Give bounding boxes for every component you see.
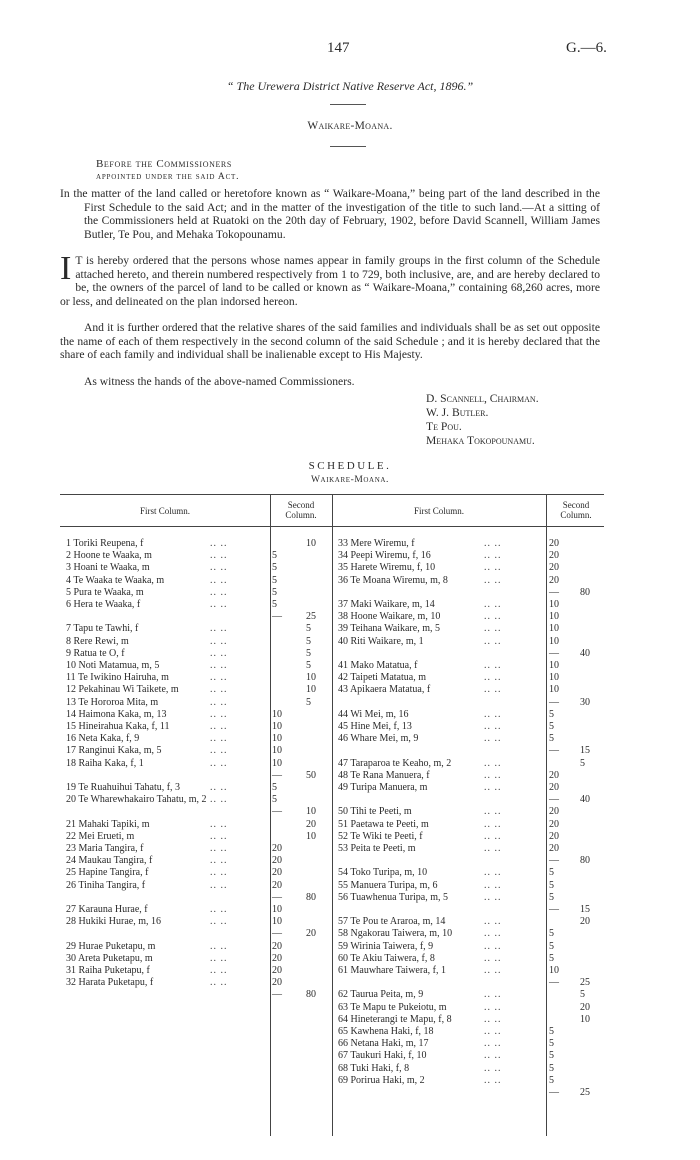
individual-share: —	[549, 977, 559, 989]
leader-dots: .. ..	[210, 916, 228, 928]
individual-share: 20	[549, 574, 559, 586]
group-share: 10	[306, 684, 316, 696]
schedule-entry-name: 30 Areta Puketapu, m	[66, 952, 153, 964]
group-share: 5	[306, 635, 311, 647]
leader-dots: .. ..	[484, 599, 502, 610]
schedule-entry-name: 28 Hukiki Hurae, m, 16	[66, 916, 161, 928]
individual-share: —	[272, 611, 282, 623]
schedule-entry-name: 62 Taurua Peita, m, 9	[338, 989, 424, 1001]
leader-dots: .. ..	[484, 1050, 502, 1062]
group-share: 80	[306, 989, 316, 1001]
schedule-entry-name: 48 Te Rana Manuera, f	[338, 769, 430, 781]
individual-share: —	[549, 1087, 559, 1098]
witness-line: As witness the hands of the above-named Commissioners.	[84, 375, 355, 388]
leader-dots: .. ..	[210, 843, 228, 854]
schedule-entry-name: 60 Te Akiu Taiwera, f, 8	[338, 952, 435, 964]
schedule-entry-name: 27 Karauna Hurae, f	[66, 904, 148, 915]
schedule-entry-name: 21 Mahaki Tapiki, m	[66, 818, 150, 830]
individual-share: 20	[272, 879, 282, 891]
leader-dots: .. ..	[484, 1074, 502, 1086]
schedule-entry-name: 33 Mere Wiremu, f	[338, 538, 415, 549]
leader-dots: .. ..	[484, 672, 502, 684]
individual-share: 20	[549, 830, 559, 842]
schedule-entry-name: 57 Te Pou te Araroa, m, 14	[338, 916, 446, 928]
schedule-entry-name: 66 Netana Haki, m, 17	[338, 1038, 429, 1050]
schedule-entry-name: 32 Harata Puketapu, f	[66, 977, 154, 989]
leader-dots: .. ..	[210, 647, 228, 659]
column-divider	[270, 494, 271, 1136]
schedule-entry-name: 47 Taraparoa te Keaho, m, 2	[338, 757, 452, 769]
leader-dots: .. ..	[484, 989, 502, 1001]
group-share: 40	[580, 647, 590, 659]
schedule-entry-name: 44 Wi Mei, m, 16	[338, 708, 409, 720]
individual-share: 10	[272, 745, 282, 757]
group-share: 15	[580, 745, 590, 757]
individual-share: 10	[549, 672, 559, 684]
schedule-entry-name: 56 Tuawhenua Turipa, m, 5	[338, 891, 449, 903]
individual-share: 10	[272, 916, 282, 928]
schedule-entry-name: 9 Ratua te O, f	[66, 647, 125, 659]
group-share: 80	[580, 586, 590, 598]
schedule-entry-name: 51 Paetawa te Peeti, m	[338, 818, 429, 830]
schedule-entry-name: 42 Taipeti Matatua, m	[338, 672, 426, 684]
individual-share: 5	[272, 550, 277, 562]
drop-cap: I	[60, 250, 72, 287]
individual-share: 10	[549, 599, 559, 610]
individual-share: 20	[549, 782, 559, 793]
individual-share: 10	[272, 757, 282, 769]
individual-share: 20	[272, 855, 282, 867]
individual-share: 20	[272, 867, 282, 879]
group-share: 40	[580, 794, 590, 806]
schedule-entry-name: 65 Kawhena Haki, f, 18	[338, 1026, 434, 1037]
individual-share: 5	[549, 708, 554, 720]
column-divider	[332, 494, 333, 1136]
schedule-entry-name: 50 Tihi te Peeti, m	[338, 806, 412, 818]
leader-dots: .. ..	[210, 867, 228, 879]
leader-dots: .. ..	[210, 977, 228, 989]
individual-share: 5	[549, 1038, 554, 1050]
appointed-line: appointed under the said Act.	[96, 172, 240, 182]
schedule-entry-name: 20 Te Wharewhakairo Tahatu, m, 2	[66, 794, 207, 806]
schedule-entry-name: 38 Hoone Waikare, m, 10	[338, 611, 441, 623]
leader-dots: .. ..	[210, 830, 228, 842]
group-share: 10	[580, 1013, 590, 1025]
schedule-entry-name: 19 Te Ruahuihui Tahatu, f, 3	[66, 782, 181, 793]
schedule-entry-name: 22 Mei Erueti, m	[66, 830, 135, 842]
individual-share: 10	[272, 733, 282, 745]
act-title: “ The Urewera District Native Reserve Act, 1896.”	[226, 79, 474, 93]
group-share: 80	[580, 855, 590, 867]
group-share: 5	[306, 623, 311, 635]
leader-dots: .. ..	[210, 660, 228, 671]
individual-share: —	[549, 794, 559, 806]
individual-share: —	[272, 891, 282, 903]
schedule-entry-name: 1 Toriki Reupena, f	[66, 538, 144, 549]
group-share: 10	[306, 672, 316, 684]
individual-share: 5	[549, 879, 554, 891]
individual-share: 10	[549, 623, 559, 635]
signature-chairman: D. Scannell, Chairman.	[426, 392, 539, 405]
schedule-subtitle: Waikare-Moana.	[310, 475, 389, 485]
schedule-entry-name: 8 Rere Rewi, m	[66, 635, 129, 647]
leader-dots: .. ..	[210, 818, 228, 830]
individual-share: 10	[272, 708, 282, 720]
individual-share: 5	[272, 586, 277, 598]
leader-dots: .. ..	[210, 635, 228, 647]
schedule-title: SCHEDULE.	[308, 460, 392, 472]
divider	[330, 104, 366, 105]
individual-share: 10	[549, 635, 559, 647]
individual-share: —	[549, 647, 559, 659]
leader-dots: .. ..	[484, 952, 502, 964]
group-share: 25	[580, 1087, 590, 1098]
schedule-entry-name: 59 Wirinia Taiwera, f, 9	[338, 940, 434, 952]
leader-dots: .. ..	[484, 940, 502, 952]
schedule-entry-name: 67 Taukuri Haki, f, 10	[338, 1050, 427, 1062]
individual-share: 20	[549, 818, 559, 830]
schedule-entry-name: 26 Tiniha Tangira, f	[66, 879, 146, 891]
leader-dots: .. ..	[210, 586, 228, 598]
individual-share: 10	[549, 660, 559, 671]
divider	[330, 146, 366, 147]
leader-dots: .. ..	[210, 696, 228, 708]
leader-dots: .. ..	[484, 660, 502, 671]
group-share: 25	[580, 977, 590, 989]
schedule-entry-name: 39 Teihana Waikare, m, 5	[338, 623, 440, 635]
leader-dots: .. ..	[210, 757, 228, 769]
leader-dots: .. ..	[210, 855, 228, 867]
schedule-entry-name: 23 Maria Tangira, f	[66, 843, 144, 854]
leader-dots: .. ..	[210, 708, 228, 720]
individual-share: —	[549, 904, 559, 915]
individual-share: —	[272, 928, 282, 940]
group-share: 15	[580, 904, 590, 915]
leader-dots: .. ..	[210, 782, 228, 793]
schedule-entry-name: 40 Riti Waikare, m, 1	[338, 635, 424, 647]
individual-share: 5	[272, 599, 277, 610]
group-share: 10	[306, 538, 316, 549]
schedule-entry-name: 37 Maki Waikare, m, 14	[338, 599, 435, 610]
individual-share: 20	[272, 977, 282, 989]
leader-dots: .. ..	[210, 562, 228, 574]
group-share: 25	[306, 611, 316, 623]
leader-dots: .. ..	[484, 879, 502, 891]
leader-dots: .. ..	[210, 684, 228, 696]
recital-paragraph: In the matter of the land called or heretofore known as “ Waikare-Moana,” being part of the land described in the First Schedule to the said Act; and in the matter of the investigation of the title to such land.—At a sitting of the Commissioners held at Ruatoki on the 20th day of February, 1902, before David Scannell, William James Butler, Te Pou, and Mehaka Tokopounamu.	[60, 187, 600, 241]
leader-dots: .. ..	[210, 599, 228, 610]
schedule-entry-name: 45 Hine Mei, f, 13	[338, 721, 412, 732]
individual-share: 5	[549, 867, 554, 879]
individual-share: 10	[272, 904, 282, 915]
individual-share: 20	[549, 562, 559, 574]
schedule-entry-name: 15 Hineirahua Kaka, f, 11	[66, 721, 170, 732]
individual-share: 5	[549, 1026, 554, 1037]
leader-dots: .. ..	[484, 574, 502, 586]
individual-share: 5	[272, 574, 277, 586]
leader-dots: .. ..	[484, 538, 502, 549]
leader-dots: .. ..	[484, 1038, 502, 1050]
schedule-entry-name: 12 Pekahinau Wi Taikete, m	[66, 684, 179, 696]
schedule-entry-name: 6 Hera te Waaka, f	[66, 599, 141, 610]
individual-share: 20	[272, 965, 282, 976]
individual-share: 20	[272, 843, 282, 854]
group-share: 5	[580, 989, 585, 1001]
group-share: 30	[580, 696, 590, 708]
leader-dots: .. ..	[484, 623, 502, 635]
schedule-table	[60, 494, 604, 1136]
individual-share: 5	[549, 891, 554, 903]
schedule-entry-name: 35 Harete Wiremu, f, 10	[338, 562, 436, 574]
schedule-entry-name: 16 Neta Kaka, f, 9	[66, 733, 140, 745]
schedule-entry-name: 63 Te Mapu te Pukeiotu, m	[338, 1001, 447, 1013]
leader-dots: .. ..	[210, 794, 228, 806]
individual-share: —	[272, 989, 282, 1001]
schedule-entry-name: 43 Apikaera Matatua, f	[338, 684, 431, 696]
individual-share: 5	[549, 940, 554, 952]
leader-dots: .. ..	[210, 940, 228, 952]
individual-share: 5	[549, 721, 554, 732]
individual-share: 20	[549, 843, 559, 854]
leader-dots: .. ..	[484, 757, 502, 769]
leader-dots: .. ..	[210, 965, 228, 976]
before-commissioners: Before the Commissioners	[96, 158, 232, 170]
document-reference: G.—6.	[566, 40, 607, 56]
schedule-entry-name: 24 Maukau Tangira, f	[66, 855, 153, 867]
first-column-header: First Column.	[413, 506, 464, 516]
leader-dots: .. ..	[210, 745, 228, 757]
individual-share: 5	[549, 1062, 554, 1074]
leader-dots: .. ..	[484, 708, 502, 720]
individual-share: 20	[272, 940, 282, 952]
leader-dots: .. ..	[484, 1013, 502, 1025]
individual-share: 5	[272, 562, 277, 574]
leader-dots: .. ..	[484, 782, 502, 793]
schedule-entry-name: 41 Mako Matatua, f	[338, 660, 418, 671]
leader-dots: .. ..	[210, 879, 228, 891]
schedule-entry-name: 58 Ngakorau Taiwera, m, 10	[338, 928, 453, 940]
group-share: 5	[306, 647, 311, 659]
page-number: 147	[327, 40, 350, 56]
group-share: 10	[306, 830, 316, 842]
leader-dots: .. ..	[484, 867, 502, 879]
individual-share: 5	[272, 782, 277, 793]
leader-dots: .. ..	[210, 904, 228, 915]
second-column-header: Second Column.	[560, 500, 592, 520]
individual-share: —	[272, 769, 282, 781]
leader-dots: .. ..	[484, 1062, 502, 1074]
schedule-entry-name: 68 Tuki Haki, f, 8	[338, 1062, 410, 1074]
schedule-entry-name: 10 Noti Matamua, m, 5	[66, 660, 160, 671]
individual-share: 20	[549, 550, 559, 562]
leader-dots: .. ..	[484, 965, 502, 976]
leader-dots: .. ..	[484, 928, 502, 940]
schedule-entry-name: 55 Manuera Turipa, m, 6	[338, 879, 438, 891]
group-share: 5	[580, 757, 585, 769]
schedule-entry-name: 25 Hapine Tangira, f	[66, 867, 149, 879]
schedule-entry-name: 36 Te Moana Wiremu, m, 8	[338, 574, 448, 586]
individual-share: 20	[549, 769, 559, 781]
schedule-entry-name: 7 Tapu te Tawhi, f	[66, 623, 139, 635]
individual-share: 20	[272, 952, 282, 964]
leader-dots: .. ..	[484, 550, 502, 562]
individual-share: 5	[549, 928, 554, 940]
leader-dots: .. ..	[484, 891, 502, 903]
schedule-entry-name: 5 Pura te Waaka, m	[66, 586, 144, 598]
leader-dots: .. ..	[484, 635, 502, 647]
individual-share: 20	[549, 538, 559, 549]
schedule-entry-name: 2 Hoone te Waaka, m	[66, 550, 152, 562]
leader-dots: .. ..	[210, 721, 228, 732]
schedule-entry-name: 61 Mauwhare Taiwera, f, 1	[338, 965, 446, 976]
schedule-entry-name: 3 Hoani te Waaka, m	[66, 562, 150, 574]
schedule-entry-name: 69 Porirua Haki, m, 2	[338, 1074, 425, 1086]
first-column-header: First Column.	[139, 506, 190, 516]
individual-share: 10	[549, 611, 559, 623]
leader-dots: .. ..	[484, 1001, 502, 1013]
group-share: 20	[306, 818, 316, 830]
order-paragraph: I T is hereby ordered that the persons whose names appear in family groups in the first column of the Schedule attached hereto, and therein numbered respectively from 1 to 729, both inclusive, are, and are hereby declared to be, the owners of the parcel of land to be called or known as “ Waikare-Moana,” containing 68,260 acres, more or less, and delineated on the plan indorsed hereon.	[60, 250, 600, 308]
further-order-paragraph: And it is further ordered that the relative shares of the said families and individuals shall be as set out opposite the name of each of them respectively in the second column of the said Schedule ; and it is hereby declared that the share of each family and individual shall be inalienable except to His Majesty.	[60, 321, 600, 362]
column-divider	[546, 494, 547, 1136]
individual-share: —	[549, 696, 559, 708]
leader-dots: .. ..	[484, 916, 502, 928]
schedule-entry-name: 29 Hurae Puketapu, m	[66, 940, 156, 952]
leader-dots: .. ..	[484, 1026, 502, 1037]
leader-dots: .. ..	[484, 843, 502, 854]
section-heading: Waikare-Moana.	[307, 120, 393, 132]
individual-share: 5	[549, 1050, 554, 1062]
leader-dots: .. ..	[210, 672, 228, 684]
individual-share: —	[549, 586, 559, 598]
leader-dots: .. ..	[484, 562, 502, 574]
leader-dots: .. ..	[484, 684, 502, 696]
individual-share: 10	[549, 965, 559, 976]
schedule-entry-name: 4 Te Waaka te Waaka, m	[66, 574, 165, 586]
schedule-entry-name: 53 Peita te Peeti, m	[338, 843, 416, 854]
schedule-entry-name: 64 Hineterangi te Mapu, f, 8	[338, 1013, 452, 1025]
signature-butler: W. J. Butler.	[426, 406, 489, 419]
leader-dots: .. ..	[484, 721, 502, 732]
schedule-entry-name: 54 Toko Turipa, m, 10	[338, 867, 428, 879]
individual-share: —	[549, 855, 559, 867]
schedule-entry-name: 49 Turipa Manuera, m	[338, 782, 428, 793]
group-share: 20	[580, 916, 590, 928]
individual-share: 5	[549, 1074, 554, 1086]
schedule-entry-name: 31 Raiha Puketapu, f	[66, 965, 150, 976]
schedule-entry-name: 34 Peepi Wiremu, f, 16	[338, 550, 431, 562]
schedule-entry-name: 46 Whare Mei, m, 9	[338, 733, 419, 745]
leader-dots: .. ..	[484, 818, 502, 830]
group-share: 80	[306, 891, 316, 903]
group-share: 5	[306, 660, 311, 671]
schedule-entry-name: 14 Haimona Kaka, m, 13	[66, 708, 167, 720]
schedule-entry-name: 18 Raiha Kaka, f, 1	[66, 757, 144, 769]
individual-share: 10	[272, 721, 282, 732]
schedule-entry-name: 13 Te Hororoa Mita, m	[66, 696, 159, 708]
group-share: 50	[306, 769, 316, 781]
schedule-entry-name: 17 Ranginui Kaka, m, 5	[66, 745, 162, 757]
individual-share: 5	[549, 952, 554, 964]
schedule-entry-name: 52 Te Wiki te Peeti, f	[338, 830, 423, 842]
leader-dots: .. ..	[210, 733, 228, 745]
leader-dots: .. ..	[210, 623, 228, 635]
leader-dots: .. ..	[484, 830, 502, 842]
leader-dots: .. ..	[484, 611, 502, 623]
individual-share: 5	[549, 733, 554, 745]
second-column-header: Second Column.	[285, 500, 317, 520]
group-share: 20	[580, 1001, 590, 1013]
individual-share: —	[272, 806, 282, 818]
leader-dots: .. ..	[210, 574, 228, 586]
signature-mehaka: Mehaka Tokopounamu.	[426, 434, 535, 447]
group-share: 5	[306, 696, 311, 708]
group-share: 10	[306, 806, 316, 818]
signature-te-pou: Te Pou.	[426, 420, 462, 433]
individual-share: 10	[549, 684, 559, 696]
leader-dots: .. ..	[484, 806, 502, 818]
leader-dots: .. ..	[210, 538, 228, 549]
leader-dots: .. ..	[484, 769, 502, 781]
individual-share: 20	[549, 806, 559, 818]
leader-dots: .. ..	[484, 733, 502, 745]
individual-share: —	[549, 745, 559, 757]
schedule-entry-name: 11 Te Iwikino Hairuha, m	[66, 672, 169, 684]
individual-share: 5	[272, 794, 277, 806]
group-share: 20	[306, 928, 316, 940]
leader-dots: .. ..	[210, 952, 228, 964]
leader-dots: .. ..	[210, 550, 228, 562]
